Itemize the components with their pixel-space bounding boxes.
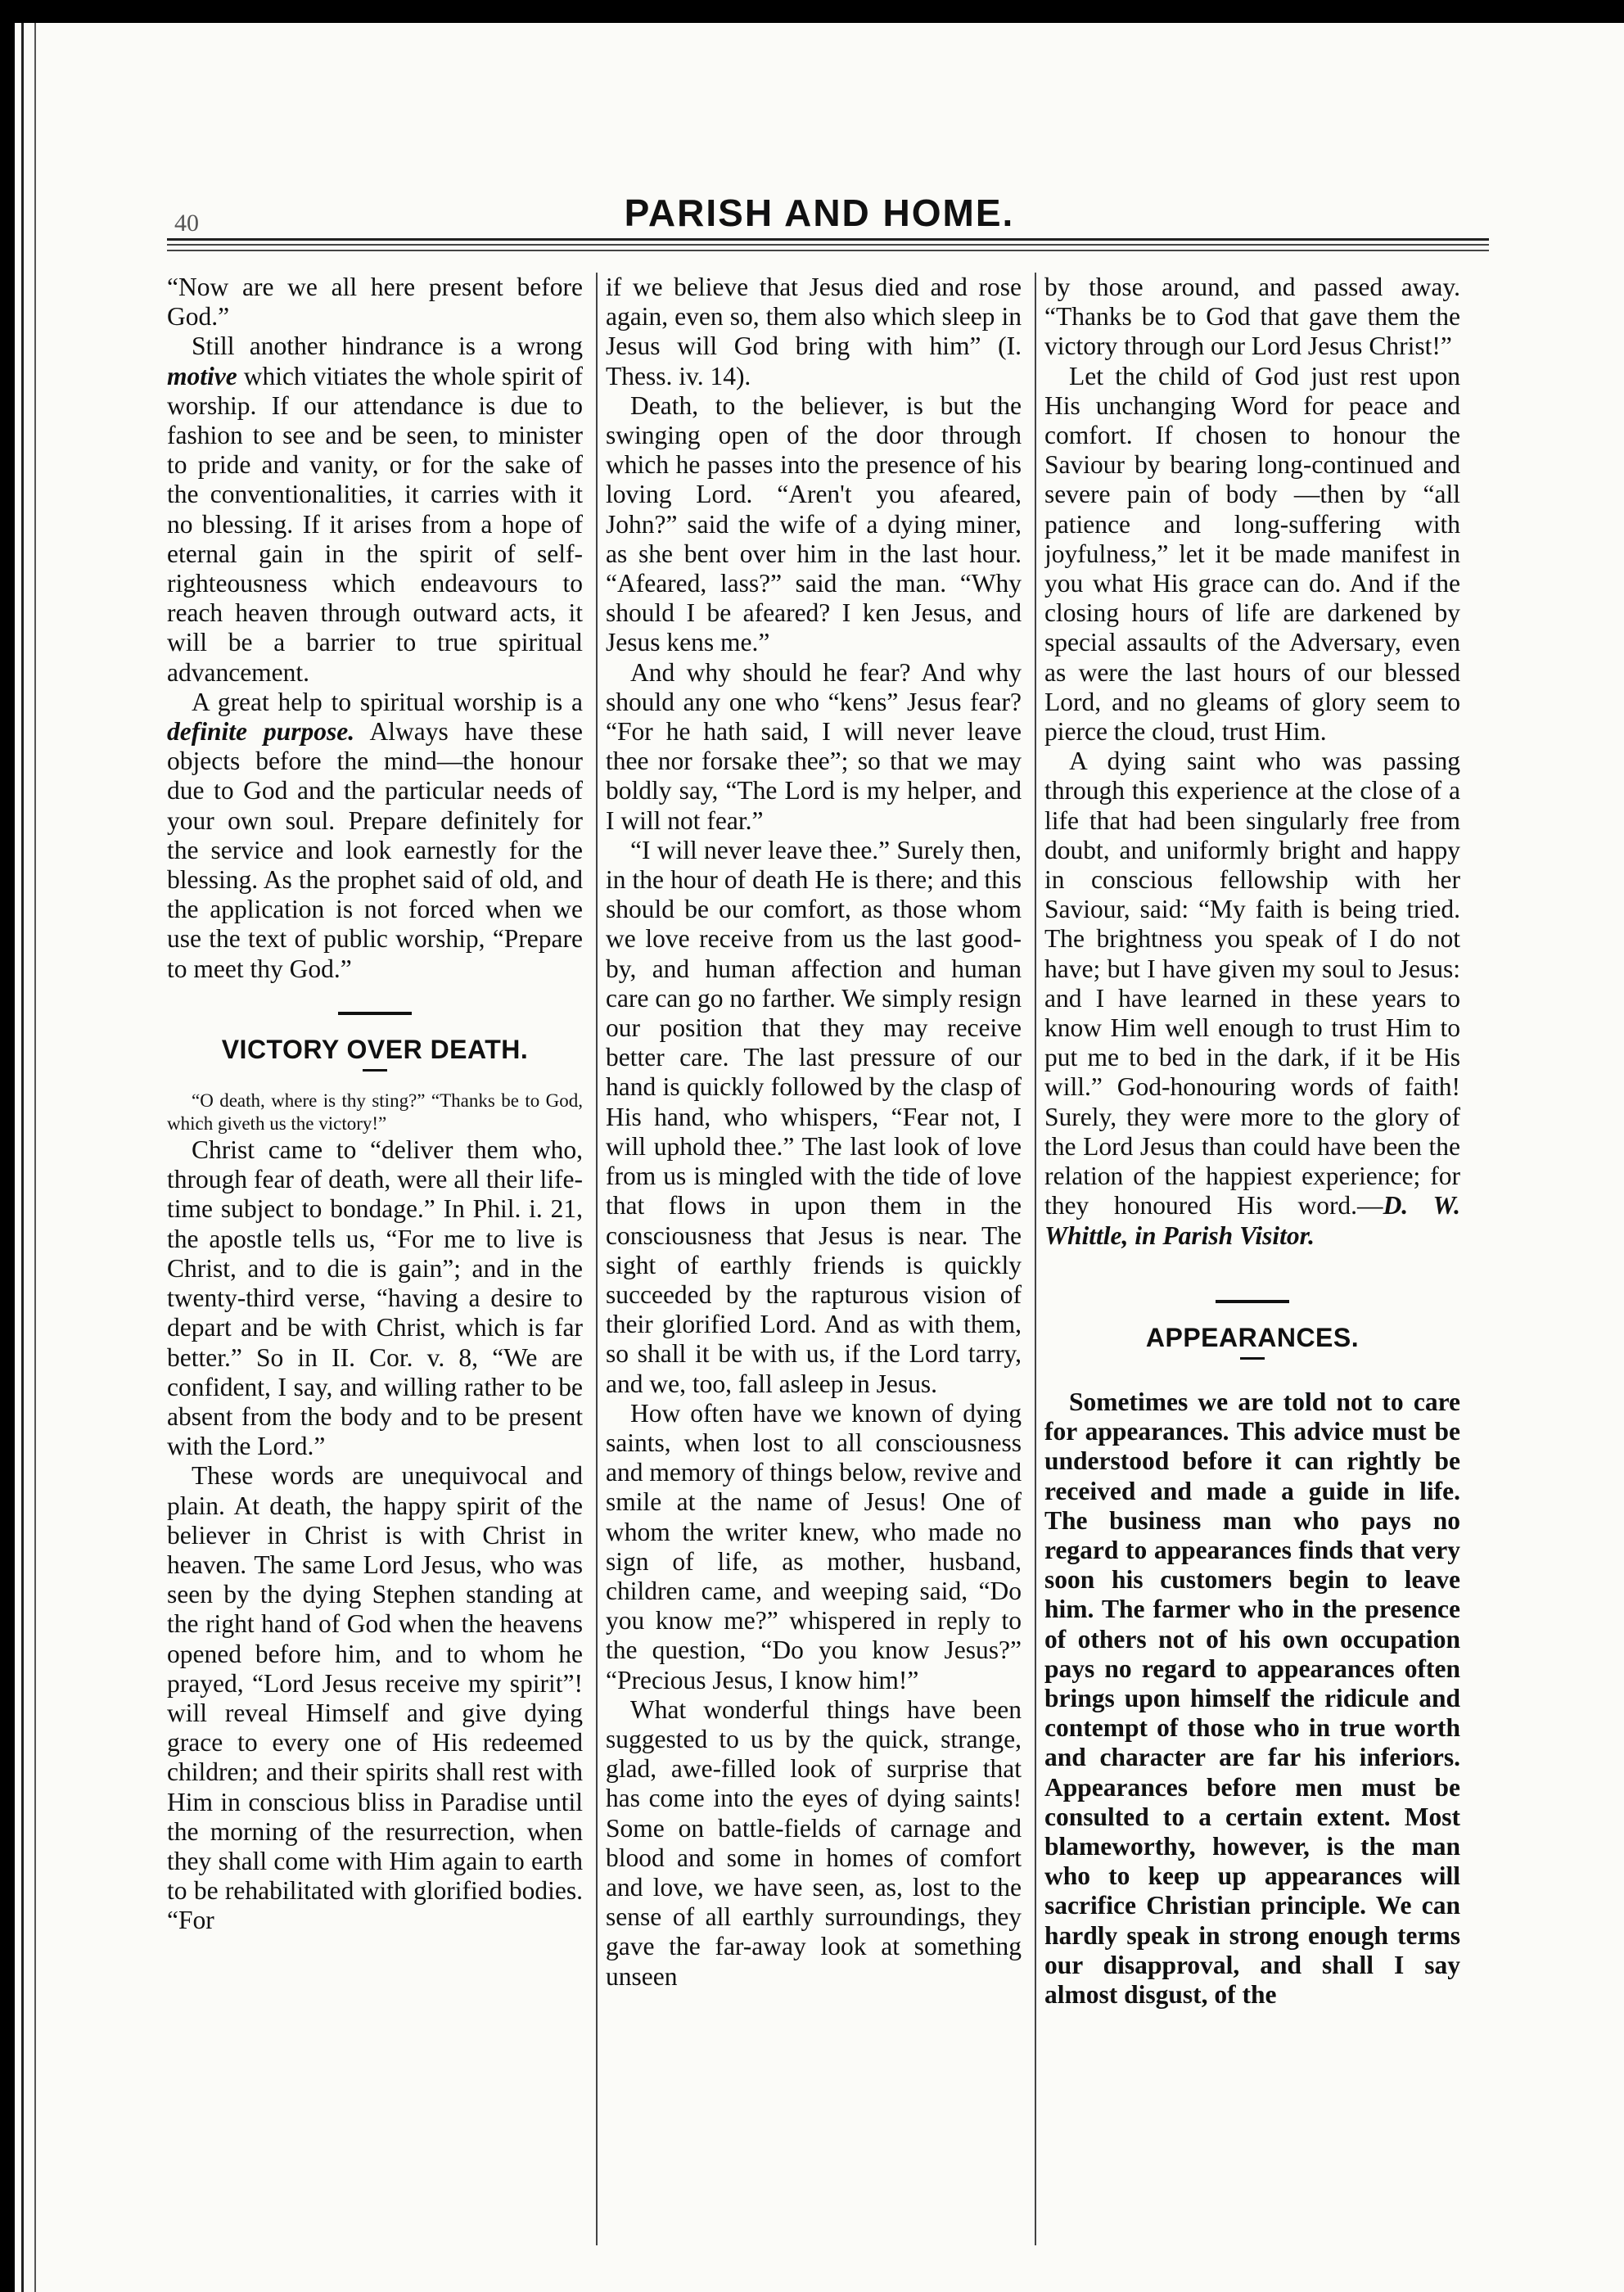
column-1 xyxy=(167,273,583,2245)
article-heading-victory: VICTORY OVER DEATH. xyxy=(221,1034,529,1064)
article-heading-appearances: APPEARANCES. xyxy=(1145,1322,1360,1352)
header-rule xyxy=(167,250,1489,251)
header-rule xyxy=(167,238,1489,241)
column-divider xyxy=(1035,273,1036,2245)
binding-edge-line-inner xyxy=(34,23,36,2292)
paragraph: Christ came to “deliver them who, through fear of death, were all their life-time subject to bondage.” In Phil. i. 21, the apostle tells us, “For me to live is Christ, and to die is gain”; and in the twenty-third verse, “having a desire to depart and be with Christ, which is far better.” So in II. Cor. v. 8, “We are confident, I say, and willing rather to be absent from the body and to be present with the Lord.” xyxy=(167,1135,583,1461)
paragraph: “Now are we all here present before God.” xyxy=(167,273,583,332)
paragraph xyxy=(167,688,583,984)
paragraph: How often have we known of dying saints, when lost to all consciousness and memory of things below, revive and smile at the name of Jesus! One of whom the writer knew, who made no sign of life, as mother, husband, children came, and weeping said, “Do you know me?” whispered in reply to the question, “Do you know Jesus?” “Precious Jesus, I know him!” xyxy=(606,1398,1022,1694)
paragraph: if we believe that Jesus died and rose again, even so, them also which sleep in Jesus will God bring with him” (I. Thess. iv. 14). xyxy=(606,273,1022,390)
emphasis: definite purpose. xyxy=(167,717,355,747)
paragraph xyxy=(1044,362,1460,747)
paragraph: What wonderful things have been suggested to us by the quick, strange, glad, awe-filled look of surprise that has come into the eyes of dying saints! Some on battle-fields of carnage and blood and some in homes of comfort and love, we have seen, as, lost to the sense of all earthly surroundings, they gave the far-away look at something unseen xyxy=(606,1694,1022,1991)
paragraph: Sometimes we are told not to care for appearances. This advice must be understood before it can rightly be received and made a guide in life. The business man who pays no regard to appearances finds that very soon his customers begin to leave him. The farmer who in the presence of others not of his own occupation pays no regard to appearances often brings upon himself the ridicule and contempt of those who in true worth and character are far his inferiors. Appearances before men must be consulted to a certain extent. Most blameworthy, however, is the man who to keep up appearances will sacrifice Christian principle. We can hardly speak in strong enough terms our disapproval, and shall I say almost disgust, of the xyxy=(1044,1387,1460,2009)
paragraph: These words are unequivocal and plain. At death, the happy spirit of the believer in Christ is with Christ in heaven. The same Lord Jesus, who was seen by the dying Stephen standing at the right hand of God when the heavens opened before him, and to whom he prayed, “Lord Jesus receive my spirit”! will reveal Himself and give dying grace to every one of His redeemed children; and their spirits shall rest with Him in conscious bliss in Paradise until the morning of the resurrection, when they shall come with Him again to earth to be rehabilitated with glorified bodies. “For xyxy=(167,1461,583,1935)
paragraph: And why should he fear? And why should any one who “kens” Jesus fear? “For he hath said, I will never leave thee nor forsake thee”; so that we may boldly say, “The Lord is my helper, and I will not fear.” xyxy=(606,657,1022,835)
page-number: 40 xyxy=(174,210,199,237)
paragraph xyxy=(1044,747,1460,1250)
header-rule xyxy=(167,244,1489,246)
section-rule xyxy=(1216,1300,1289,1303)
text: Always have these objects before the mind—the honour due to God and the particular needs of your own soul. Prepare definitely for the service and look earnestly for the blessing. As the prophet said of old, and the application is not forced when we use the text of public worship, “Prepare to meet thy God.” xyxy=(167,717,583,983)
running-head: PARISH AND HOME. xyxy=(624,192,1015,234)
emphasis: motive xyxy=(167,361,237,390)
attribution: D. W. Whittle, in Parish Visitor. xyxy=(1044,1191,1460,1250)
text: Let the child of God just rest upon His unchanging Word for peace and comfort. If chosen to honour the Saviour by bearing long-continued and severe pain of body —then by “all patience and long-suffering with joyfulness,” let it be made manifest in you what His grace can do. And if the closing hours of life are darkened by special assaults of the Adversary, even as were the last hours of our blessed Lord, and no gleams of glory seem to pierce the cloud, trust Him. xyxy=(1044,361,1460,747)
heading-rule xyxy=(363,1069,387,1072)
section-rule xyxy=(338,1012,412,1015)
heading-rule xyxy=(1240,1357,1265,1360)
column-divider xyxy=(596,273,598,2245)
paragraph xyxy=(167,332,583,687)
column-2 xyxy=(606,273,1022,2245)
column-3 xyxy=(1044,273,1460,2245)
text: Still another hindrance is a wrong xyxy=(192,332,583,361)
text: A dying saint who was passing through this experience at the close of a life that had been singularly free from doubt, and uniformly bright and happy in conscious fellowship with her Saviour, said: “My faith is being tried. The brightness you speak of I do not have; but I have given my soul to Jesus: and I have learned in these years to know Him well enough to trust Him to put me to bed in the dark, if it be His will.” God-honouring words of faith! Surely, they were more to the glory of the Lord Jesus than could have been the relation of the happiest experience; for they honoured His word.— xyxy=(1044,747,1460,1220)
binding-edge-line xyxy=(21,23,24,2292)
paragraph: by those around, and passed away. “Thanks be to God that gave them the victory through our Lord Jesus Christ!” xyxy=(1044,273,1460,361)
paragraph: Death, to the believer, is but the swinging open of the door through which he passes into the presence of his loving Lord. “Aren't you afeared, John?” said the wife of a dying miner, as she bent over him in the last hour. “Afeared, lass?” said the man. “Why should I be afeared? I ken Jesus, and Jesus kens me.” xyxy=(606,390,1022,657)
text: A great help to spiritual worship is a xyxy=(192,687,583,716)
paragraph: “I will never leave thee.” Surely then, in the hour of death He is there; and this should be our comfort, as those whom we love receive from us the last good-by, and human affection and human care can go no farther. We simply resign our position that they may receive better care. The last pressure of our hand is quickly followed by the clasp of His hand, who whispers, “Fear not, I will uphold thee.” The last look of love from us is mingled with the tide of love that flows in upon them in the consciousness that Jesus is near. The sight of earthly friends is quickly succeeded by the rapturous vision of their glorified Lord. And as with them, so shall it be with us, if the Lord tarry, and we, too, fall asleep in Jesus. xyxy=(606,835,1022,1398)
text: which vitiates the whole spirit of worship. If our attendance is due to fashion to see and be seen, to minister to pride and vanity, or for the sake of the conventionalities, it carries with it no blessing. If it arises from a hope of eternal gain in the spirit of self-righteousness which endeavours to reach heaven through outward acts, it will be a barrier to true spiritual advancement. xyxy=(167,361,583,687)
page xyxy=(15,23,1624,2292)
epigraph: “O death, where is thy sting?” “Thanks be to God, which giveth us the victory!” xyxy=(167,1090,583,1135)
